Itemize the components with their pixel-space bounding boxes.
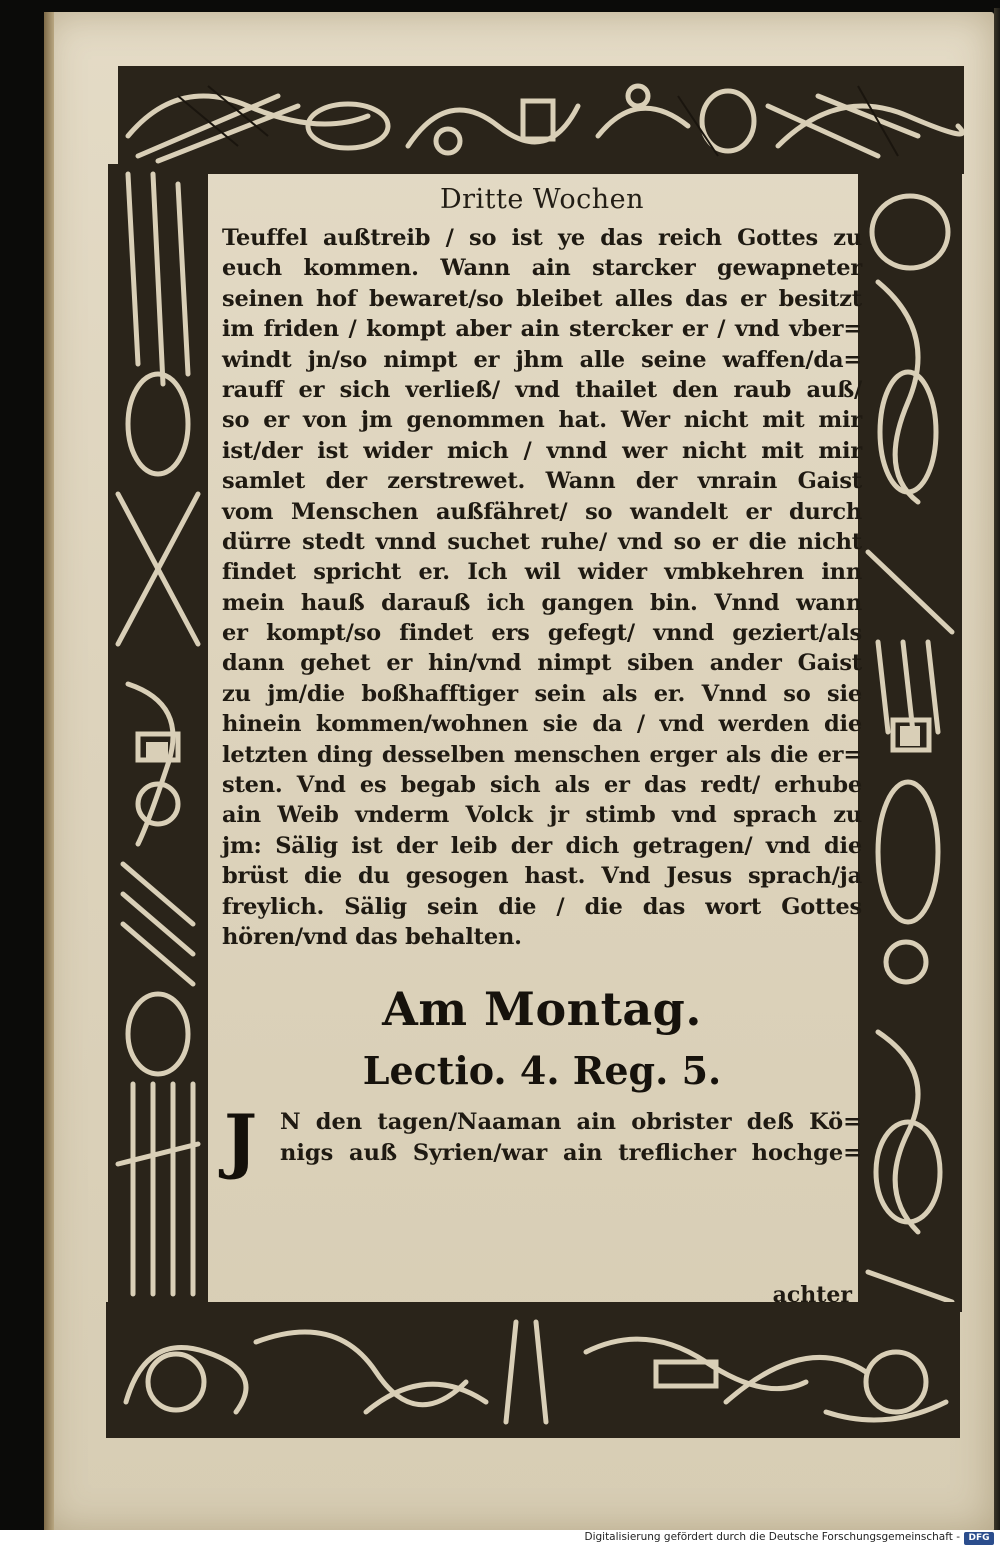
text-line: freylich. Sälig sein die / die das wort Gottes — [222, 893, 862, 920]
lectio-text — [222, 1099, 862, 1183]
text-line: vom Menschen außfähret/ so wandelt er durch — [222, 498, 862, 525]
text-line: hinein kommen/wohnen sie da / vnd werden die — [222, 711, 862, 738]
text-line: dürre stedt vnnd suchet ruhe/ vnd so er die nicht — [222, 528, 862, 555]
text-line: im friden / kompt aber ain stercker er / vnd vber= — [222, 316, 862, 343]
text-line: letzten ding desselben menschen erger als die er= — [222, 741, 862, 768]
text-line: nigs auß Syrien/war ain treflicher hochge= — [280, 1139, 862, 1166]
text-line: dann gehet er hin/vnd nimpt siben ander Gaist — [222, 650, 862, 677]
drop-cap: J — [224, 1099, 258, 1183]
book-spine — [994, 8, 1000, 1538]
text-line: findet spricht er. Ich wil wider vmbkehren inn — [222, 559, 862, 586]
text-line: sten. Vnd es begab sich als er das redt/ erhube — [222, 772, 862, 799]
text-line: so er von jm genommen hat. Wer nicht mit mir — [222, 407, 862, 434]
woodcut-border-top — [118, 66, 964, 174]
text-line: ist/der ist wider mich / vnnd wer nicht mit mir — [222, 437, 862, 464]
text-line: brüst die du gesogen hast. Vnd Jesus sprach/ja — [222, 863, 862, 890]
text-line: rauff er sich verließ/ vnd thailet den raub auß/ — [222, 376, 862, 403]
text-line: seinen hof bewaret/so bleibet alles das er besitzt — [222, 285, 862, 312]
woodcut-border-right — [858, 172, 962, 1312]
catchword: achter — [772, 1282, 852, 1308]
page-text-block — [222, 176, 862, 1308]
lectio-heading: Lectio. 4. Reg. 5. — [362, 1048, 722, 1094]
woodcut-border-bottom — [106, 1302, 960, 1438]
text-line: samlet der zerstrewet. Wann der vnrain Gaist — [222, 468, 862, 495]
running-header: Dritte Wochen — [439, 184, 644, 215]
text-line: Teuffel außtreib / so ist ye das reich Gottes zu — [222, 225, 862, 251]
text-line: euch kommen. Wann ain starcker gewapneter — [222, 255, 862, 282]
text-line: jm: Sälig ist der leib der dich getragen/ vnd die — [222, 832, 862, 859]
dfg-logo-icon: DFG — [964, 1532, 994, 1545]
page-edge — [44, 12, 54, 1532]
woodcut-border-left — [108, 164, 208, 1310]
body-text — [222, 223, 862, 952]
text-line: hören/vnd das behalten. — [222, 923, 522, 950]
text-line: er kompt/so findet ers gefegt/ vnnd geziert/als — [222, 620, 862, 647]
section-heading: Am Montag. — [382, 982, 702, 1037]
text-line: windt jn/so nimpt er jhm alle seine waffen/da= — [222, 346, 862, 373]
text-line: ain Weib vnderm Volck jr stimb vnd sprach zu — [222, 802, 862, 829]
text-line: N den tagen/Naaman ain obrister deß Kö= — [280, 1109, 862, 1136]
text-line: zu jm/die boßhafftiger sein als er. Vnnd so sie — [222, 680, 862, 707]
funding-credit: Digitalisierung gefördert durch die Deutsche Forschungsgemeinschaft - — [584, 1531, 960, 1543]
text-line: mein hauß darauß ich gangen bin. Vnnd wann — [222, 589, 862, 616]
